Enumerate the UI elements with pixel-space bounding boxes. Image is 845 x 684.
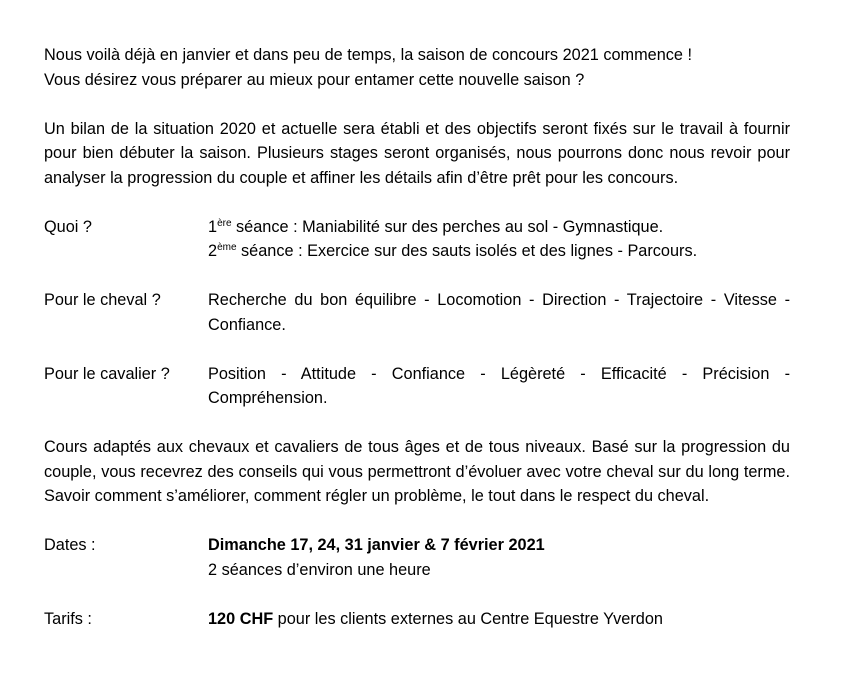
dates-value	[208, 533, 790, 582]
session-1-text: séance : Maniabilité sur des perches au sol - Gymnastique.	[231, 217, 664, 236]
session-2-text: séance : Exercice sur des sauts isolés et des lignes - Parcours.	[236, 242, 698, 260]
quoi-section	[44, 215, 790, 264]
tarifs-price: 120 CHF	[208, 609, 274, 628]
session-2	[208, 239, 790, 264]
session-1	[208, 215, 790, 240]
cavalier-section	[44, 362, 790, 411]
session-1-ordinal: ère	[217, 217, 232, 229]
intro-paragraph	[44, 43, 790, 92]
intro-line-2: Vous désirez vous préparer au mieux pour entamer cette nouvelle saison ?	[44, 70, 585, 89]
dates-section	[44, 533, 790, 582]
tarifs-text: pour les clients externes au Centre Equestre Yverdon	[273, 609, 663, 628]
intro-line-1: Nous voilà déjà en janvier et dans peu de temps, la saison de concours 2021 commence !	[44, 46, 693, 64]
quoi-label: Quoi ?	[44, 217, 92, 236]
session-1-number: 1	[208, 217, 218, 236]
tarifs-label: Tarifs :	[44, 609, 92, 628]
dates-main: Dimanche 17, 24, 31 janvier & 7 février 2021	[208, 536, 545, 554]
document-page	[44, 43, 790, 656]
cheval-section	[44, 288, 790, 337]
dates-label: Dates :	[44, 536, 96, 554]
cheval-label: Pour le cheval ?	[44, 291, 161, 309]
session-2-ordinal: ème	[217, 242, 237, 253]
bilan-paragraph: Un bilan de la situation 2020 et actuelle sera établi et des objectifs seront fixés sur le travail à fournir pour bien débuter la saison. Plusieurs stages seront organisés, nous pourrons donc nous revoir pour analyser la progression du couple et affiner les détails afin d’être prêt pour les concours.	[44, 119, 790, 187]
cours-paragraph: Cours adaptés aux chevaux et cavaliers de tous âges et de tous niveaux. Basé sur la progression du couple, vous recevrez des conseils qui vous permettront d’évoluer avec votre cheval sur du long terme. Savoir comment s’améliorer, comment régler un problème, le tout dans le respect du cheval.	[44, 438, 790, 505]
tarifs-value	[208, 607, 790, 632]
cavalier-text: Position - Attitude - Confiance - Légèreté - Efficacité - Précision - Compréhension.	[208, 364, 790, 407]
session-2-number: 2	[208, 242, 218, 260]
cheval-text: Recherche du bon équilibre - Locomotion - Direction - Trajectoire - Vitesse - Confiance.	[208, 291, 790, 334]
tarifs-section	[44, 607, 790, 632]
cavalier-label: Pour le cavalier ?	[44, 364, 170, 383]
dates-sub: 2 séances d’environ une heure	[208, 560, 431, 579]
quoi-sessions	[208, 215, 790, 264]
